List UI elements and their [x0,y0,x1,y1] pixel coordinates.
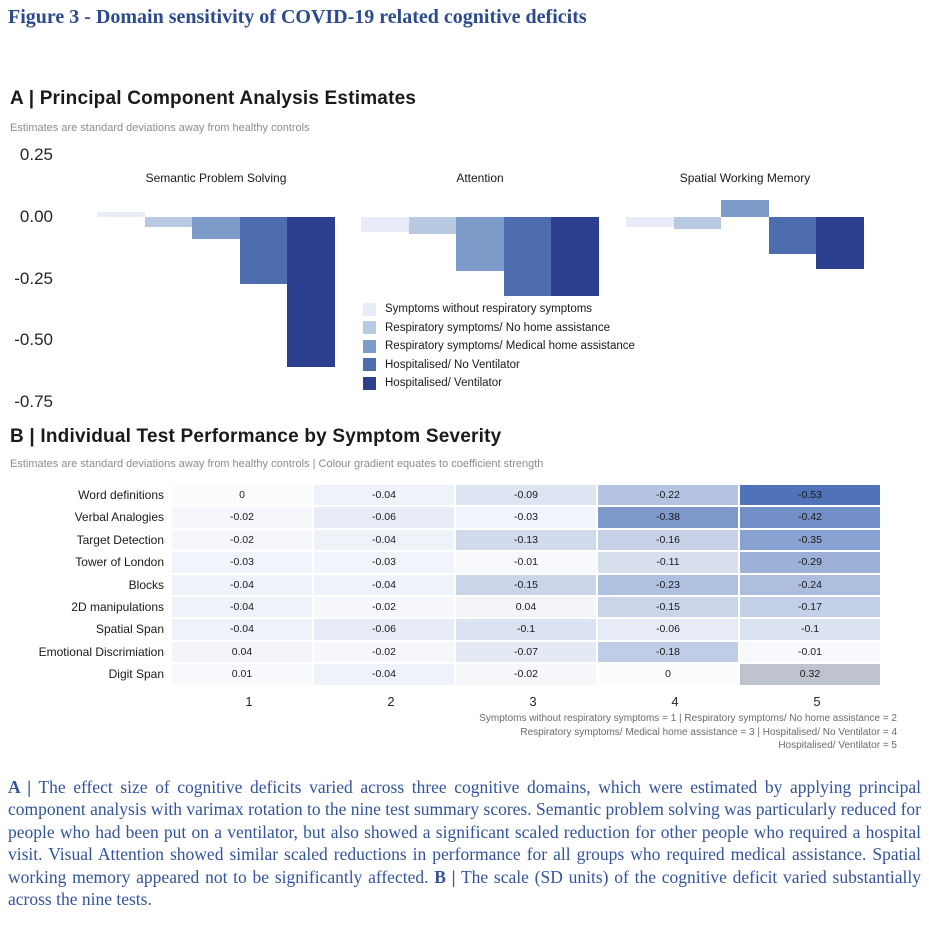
bar-segment [626,217,674,227]
pca-bar-chart [0,140,929,424]
caption-text: The effect size of cognitive deficits varied across three cognitive domains, which were estimated by applying principal component analysis with varimax rotation to the nine test summary scores. Semantic problem solving was particularly reduced for people who had been put on a ventilator, but also showed a significant scaled reduction for other people who required a hospital visit. Visual Attention showed similar scaled reductions in performance for all groups who required medical assistance. Spatial working memory appeared not to be significantly affected. [8,777,921,887]
bar-segment [504,217,552,296]
legend-item [363,300,635,319]
heatmap-row [0,574,888,596]
test-performance-heatmap [0,484,888,709]
heatmap-cell: -0.42 [739,506,881,528]
bar-segment [145,217,193,227]
heatmap-row-label: Word definitions [78,488,164,502]
bar-segment [361,217,409,232]
heatmap-cell: -0.02 [313,641,455,663]
panel-a-heading: A | Principal Component Analysis Estimates [10,88,417,109]
legend-item-label: Symptoms without respiratory symptoms [385,303,593,316]
heatmap-cell: -0.35 [739,529,881,551]
heatmap-cell: 0 [597,663,739,685]
heatmap-cell: -0.11 [597,551,739,573]
heatmap-row [0,596,888,618]
heatmap-cell: -0.03 [171,551,313,573]
heatmap-cell: -0.13 [455,529,597,551]
bar-segment [769,217,817,254]
heatmap-row-label: Target Detection [76,532,164,547]
legend-item-label: Hospitalised/ Ventilator [385,377,502,390]
heatmap-cell: -0.09 [455,484,597,506]
heatmap-column-label: 4 [671,693,679,709]
legend-item-label: Respiratory symptoms/ Medical home assistance [385,340,635,353]
legend-item [363,356,635,375]
heatmap-cell: 0.04 [171,641,313,663]
bar-segment [551,217,599,296]
bar-segment [287,217,335,367]
heatmap-cell: -0.24 [739,574,881,596]
figure-title: Figure 3 - Domain sensitivity of COVID-19 related cognitive deficits [8,6,587,28]
heatmap-cell: -0.02 [171,529,313,551]
heatmap-cell: -0.04 [313,484,455,506]
heatmap-cell: -0.23 [597,574,739,596]
heatmap-column-spacer [0,694,178,709]
heatmap-cell: -0.1 [455,618,597,640]
heatmap-cell: -0.16 [597,529,739,551]
heatmap-cell: -0.04 [171,574,313,596]
heatmap-row [0,551,888,573]
legend-swatch [363,358,376,371]
heatmap-row-label: Verbal Analogies [74,510,164,525]
heatmap-cell: 0 [171,484,313,506]
heatmap-row-label: Spatial Span [95,622,164,637]
heatmap-cell: -0.04 [171,618,313,640]
legend-item-label: Hospitalised/ No Ventilator [385,358,520,371]
heatmap-cell: -0.06 [597,618,739,640]
caption-text: The scale (SD units) of the cognitive deficit varied substantially across the nine tests. [8,866,921,910]
panel-b-subtitle: Estimates are standard deviations away from healthy controls | Colour gradient equates to coefficient strength [10,458,544,470]
y-axis-tick-label: -0.25 [14,268,53,288]
heatmap-row [0,618,888,640]
bar-segment [97,212,145,217]
bar-segment [816,217,864,269]
heatmap-cell: -0.03 [313,551,455,573]
heatmap-cell: -0.02 [313,596,455,618]
heatmap-cell: -0.03 [455,506,597,528]
heatmap-cell: -0.53 [739,484,881,506]
caption-panel-label: A | [8,777,32,797]
bar-segment [721,200,769,217]
bar-segment [240,217,288,284]
heatmap-cell: -0.06 [313,506,455,528]
heatmap-cell: 0.04 [455,596,597,618]
bar-segment [192,217,240,239]
heatmap-cell: -0.38 [597,506,739,528]
heatmap-row [0,484,888,506]
legend-item [363,337,635,356]
bar-segment [674,217,722,229]
heatmap-row [0,506,888,528]
footnote-line: Respiratory symptoms/ Medical home assistance = 3 | Hospitalised/ No Ventilator = 4 [520,726,897,738]
subplot-title: Attention [456,171,504,185]
footnote-line: Hospitalised/ Ventilator = 5 [778,740,897,751]
heatmap-column-labels [0,694,888,709]
heatmap-row-label: Tower of London [75,555,164,570]
heatmap-cell: -0.17 [739,596,881,618]
footnote-line: Symptoms without respiratory symptoms = 1 | Respiratory symptoms/ No home assistance = 2 [479,713,897,724]
subplot-title: Semantic Problem Solving [145,171,287,185]
heatmap-cell: -0.29 [739,551,881,573]
heatmap-cell: -0.04 [171,596,313,618]
subplot-title: Spatial Working Memory [679,171,811,185]
caption-panel-label: B | [434,866,456,887]
legend-item [363,374,635,393]
heatmap-cell: -0.02 [455,663,597,685]
heatmap-cell: -0.02 [171,506,313,528]
bar-segment [456,217,504,271]
heatmap-cell: -0.22 [597,484,739,506]
heatmap-cell: -0.1 [739,618,881,640]
heatmap-row-label: Emotional Discrimiation [38,644,164,659]
heatmap-row [0,641,888,663]
heatmap-row-label: 2D manipulations [71,599,164,614]
heatmap-column-label: 3 [529,693,537,709]
heatmap-cell: -0.07 [455,641,597,663]
legend [363,300,635,393]
heatmap-cell: 0.32 [739,663,881,685]
heatmap-cell: 0.01 [171,663,313,685]
bar-segment [409,217,457,234]
severity-coding-footnote [479,712,897,753]
heatmap-row-label: Digit Span [108,667,164,682]
heatmap-cell: -0.06 [313,618,455,640]
heatmap-cell: -0.04 [313,663,455,685]
heatmap-cell: -0.15 [455,574,597,596]
legend-item [363,319,635,338]
y-axis-tick-label: 0.00 [19,207,53,226]
heatmap-row-label: Blocks [128,577,164,592]
y-axis-tick-label: -0.50 [14,330,53,350]
heatmap-cell: -0.01 [455,551,597,573]
figure-caption [8,776,921,910]
heatmap-column-label: 2 [387,693,395,709]
heatmap-column-label: 5 [813,693,821,709]
heatmap-cell: -0.01 [739,641,881,663]
heatmap-cell: -0.18 [597,641,739,663]
panel-b-heading: B | Individual Test Performance by Symptom Severity [10,426,502,447]
legend-swatch [363,321,376,334]
y-axis-tick-label: 0.25 [19,145,53,165]
panel-a-subtitle: Estimates are standard deviations away from healthy controls [10,122,310,134]
heatmap-cell: -0.04 [313,529,455,551]
legend-item-label: Respiratory symptoms/ No home assistance [385,321,610,334]
y-axis-tick-label: -0.75 [14,391,53,411]
legend-swatch [363,303,376,316]
heatmap-row [0,529,888,551]
legend-swatch [363,377,376,390]
heatmap-cell: -0.04 [313,574,455,596]
legend-swatch [363,340,376,353]
heatmap-cell: -0.15 [597,596,739,618]
heatmap-row [0,663,888,685]
heatmap-column-label: 1 [245,693,253,709]
